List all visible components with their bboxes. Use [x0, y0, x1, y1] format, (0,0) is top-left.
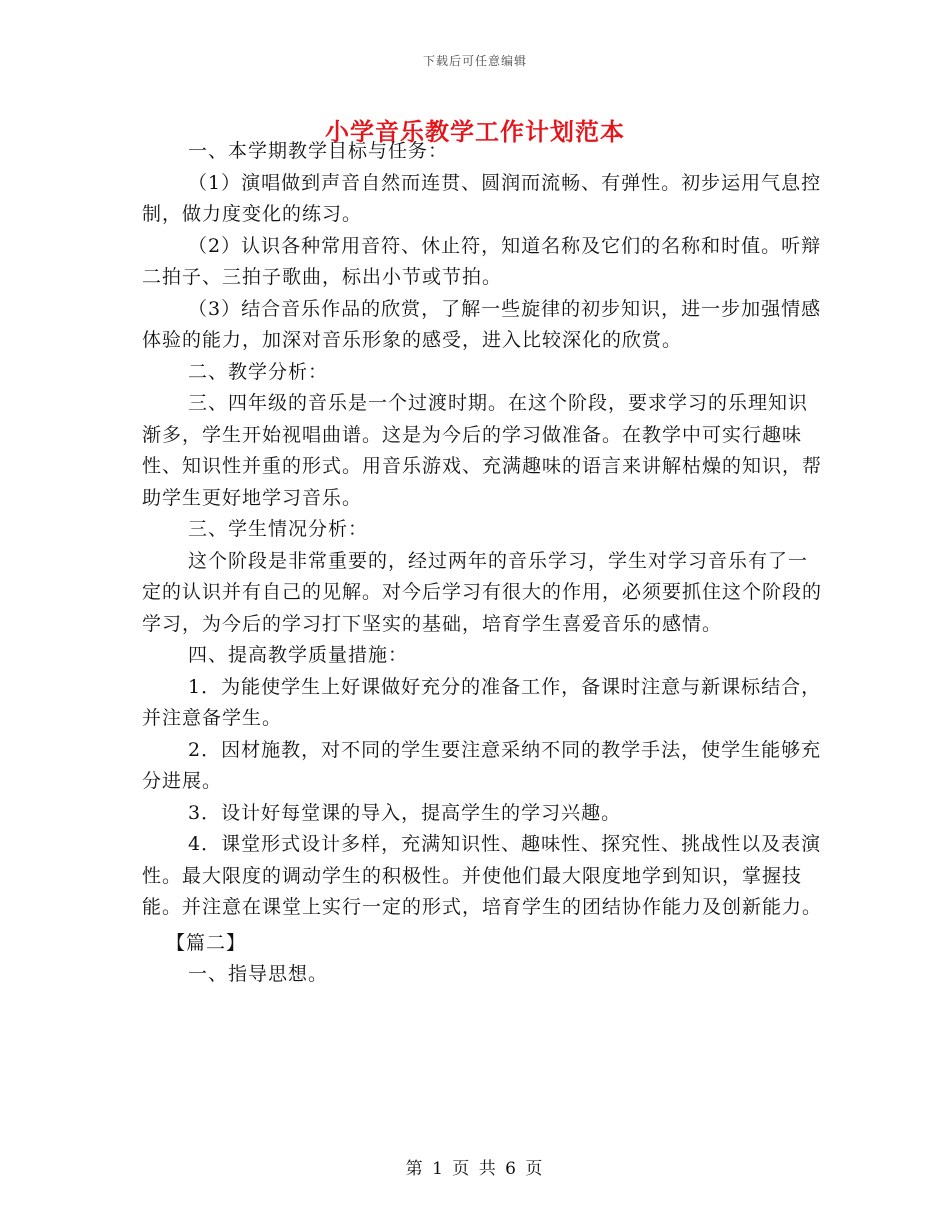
part-two-heading: 【篇二】: [166, 931, 247, 954]
student-analysis-paragraph: 这个阶段是非常重要的，经过两年的音乐学习，学生对学习音乐有了一定的认识并有自己的见解。对今后学习有很大的作用，必须要抓住这个阶段的学习，为今后的学习打下坚实的基础，培育学生喜爱音乐的感情。: [142, 549, 823, 635]
section-heading-student-analysis: 三、学生情况分析：: [188, 518, 369, 540]
document-body: [142, 136, 822, 991]
section-heading-goals: 一、本学期教学目标与任务：: [188, 140, 449, 162]
measure-item-1: 1．为能使学生上好课做好充分的准备工作，备课时注意与新课标结合，并注意备学生。: [142, 675, 822, 729]
goal-item-1: （1）演唱做到声音自然而连贯、圆润而流畅、有弹性。初步运用气息控制，做力度变化的练习。: [142, 171, 822, 225]
measure-item-3: 3．设计好每堂课的导入，提高学生的学习兴趣。: [188, 801, 622, 824]
section-heading-measures: 四、提高教学质量措施：: [188, 644, 409, 666]
page-header-note: 下载后可任意编辑: [422, 54, 527, 68]
measure-item-2: 2．因材施教，对不同的学生要注意采纳不同的教学手法，使学生能够充分进展。: [142, 738, 822, 792]
section-heading-teaching-analysis: 二、教学分析：: [188, 360, 329, 383]
teaching-analysis-paragraph: 三、四年级的音乐是一个过渡时期。在这个阶段，要求学习的乐理知识渐多，学生开始视唱曲谱。这是为今后的学习做准备。在教学中可实行趣味性、知识性并重的形式。用音乐游戏、充满趣味的语言来讲解枯燥的知识，帮助学生更好地学习音乐。: [142, 392, 823, 509]
goal-item-2: （2）认识各种常用音符、休止符，知道名称及它们的名称和时值。听辩二拍子、三拍子歌曲，标出小节或节拍。: [142, 234, 822, 288]
goal-item-3: （3）结合音乐作品的欣赏，了解一些旋律的初步知识，进一步加强情感体验的能力，加深对音乐形象的感受，进入比较深化的欣赏。: [142, 297, 822, 351]
document-title: 小学音乐教学工作计划范本: [325, 117, 625, 146]
measure-item-4: 4．课堂形式设计多样，充满知识性、趣味性、探究性、挑战性以及表演性。最大限度的调动学生的积极性。并使他们最大限度地学到知识，掌握技能。并注意在课堂上实行一定的形式，培育学生的团结协作能力及创新能力。: [142, 833, 823, 918]
section-heading-guiding-ideology: 一、指导思想。: [188, 963, 329, 985]
page-indicator: 第 1 页 共 6 页: [405, 1159, 545, 1179]
